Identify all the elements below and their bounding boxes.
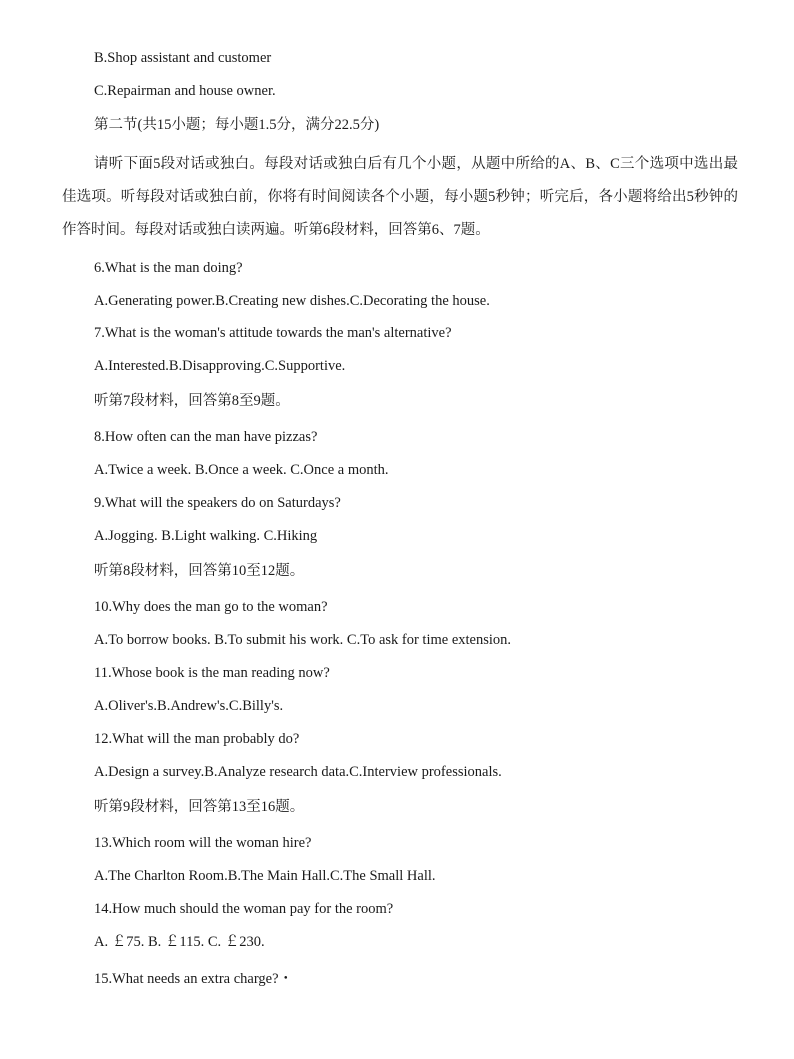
option-line-b: B.Shop assistant and customer <box>94 50 272 66</box>
question-10: 10.Why does the man go to the woman? <box>94 599 328 615</box>
material-9-heading: 听第9段材料，回答第13至16题。 <box>94 799 305 815</box>
material-8-heading: 听第8段材料，回答第10至12题。 <box>94 563 305 579</box>
question-6: 6.What is the man doing? <box>94 260 243 276</box>
options-7: A.Interested.B.Disapproving.C.Supportive. <box>94 358 346 374</box>
section-heading: 第二节(共15小题；每小题1.5分，满分22.5分) <box>94 117 380 133</box>
question-9: 9.What will the speakers do on Saturdays? <box>94 495 341 511</box>
option-line-c: C.Repairman and house owner. <box>94 83 276 99</box>
question-11: 11.Whose book is the man reading now? <box>94 665 330 681</box>
options-10: A.To borrow books. B.To submit his work. C.To ask for time extension. <box>94 632 512 648</box>
options-13: A.The Charlton Room.B.The Main Hall.C.The Small Hall. <box>94 868 436 884</box>
question-12: 12.What will the man probably do? <box>94 731 300 747</box>
options-12: A.Design a survey.B.Analyze research data.C.Interview professionals. <box>94 764 502 780</box>
options-6: A.Generating power.B.Creating new dishes.C.Decorating the house. <box>94 293 490 309</box>
options-9: A.Jogging. B.Light walking. C.Hiking <box>94 528 318 544</box>
instructions-paragraph: 请听下面5段对话或独白。每段对话或独白后有几个小题，从题中所给的A、B、C三个选项中选出最佳选项。听每段对话或独白前，你将有时间阅读各个小题，每小题5秒钟；听完后，各小题将给出5秒钟的作答时间。每段对话或独白读两遍。听第6段材料，回答第6、7题。 <box>62 156 738 238</box>
question-15: 15.What needs an extra charge?・ <box>94 971 294 987</box>
question-8: 8.How often can the man have pizzas? <box>94 429 318 445</box>
question-14: 14.How much should the woman pay for the room? <box>94 901 394 917</box>
options-11: A.Oliver's.B.Andrew's.C.Billy's. <box>94 698 284 714</box>
options-14: A. ￡75. B. ￡115. C. ￡230. <box>94 934 265 950</box>
question-13: 13.Which room will the woman hire? <box>94 835 312 851</box>
question-7: 7.What is the woman's attitude towards the man's alternative? <box>94 325 452 341</box>
options-8: A.Twice a week. B.Once a week. C.Once a month. <box>94 462 389 478</box>
material-7-heading: 听第7段材料，回答第8至9题。 <box>94 393 290 409</box>
